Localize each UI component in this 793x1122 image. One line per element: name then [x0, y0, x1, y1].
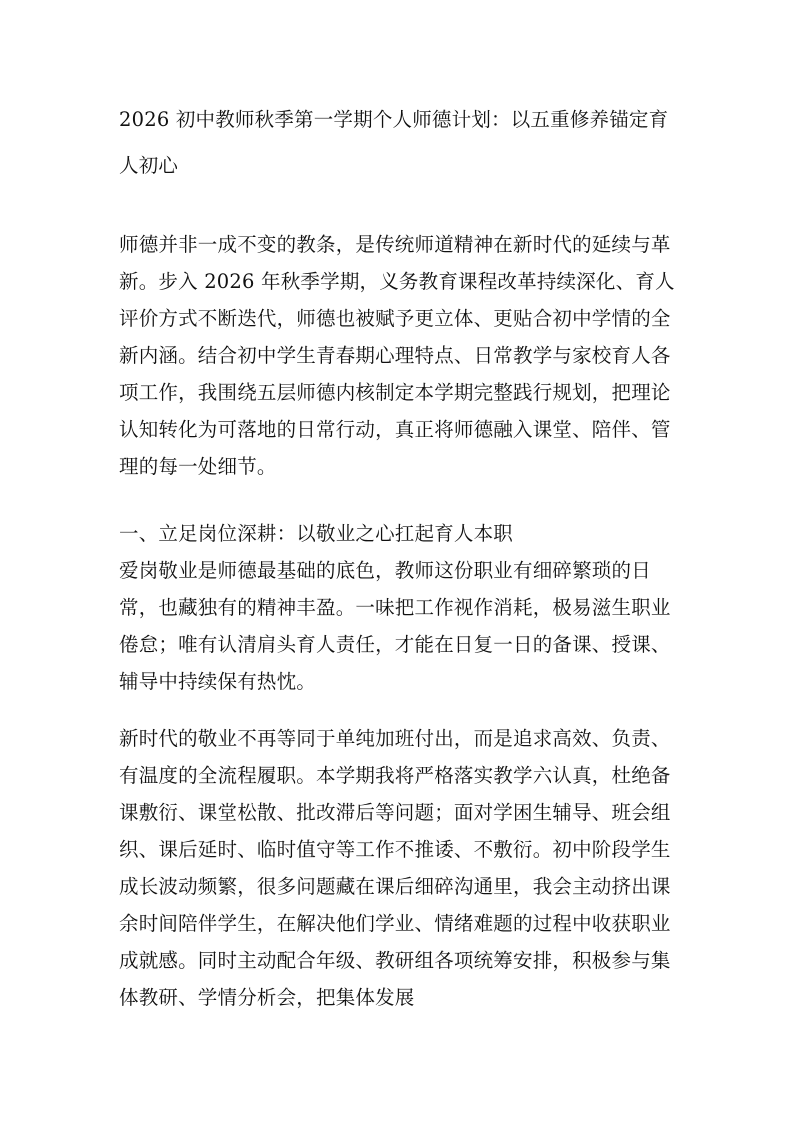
body-paragraph: 爱岗敬业是师德最基础的底色，教师这份职业有细碎繁琐的日常，也藏独有的精神丰盈。一味把工作视作消耗，极易滋生职业倦怠；唯有认清肩头育人责任，才能在日复一日的备课、授课、辅导中持续保有热忱。	[119, 559, 671, 693]
section-heading: 一、立足岗位深耕：以敬业之心扛起育人本职	[119, 522, 514, 545]
body-paragraph: 新时代的敬业不再等同于单纯加班付出，而是追求高效、负责、有温度的全流程履职。本学期我将严格落实教学六认真，杜绝备课敷衍、课堂松散、批改滞后等问题；面对学困生辅导、班会组织、课后延时、临时值守等工作不推诿、不敷衍。初中阶段学生成长波动频繁，很多问题藏在课后细碎沟通里，我会主动挤出课余时间陪伴学生，在解决他们学业、情绪难题的过程中收获职业成就感。同时主动配合年级、教研组各项统筹安排，积极参与集体教研、学情分析会，把集体发展	[119, 727, 671, 1009]
intro-paragraph: 师德并非一成不变的教条，是传统师道精神在新时代的延续与革新。步入 2026 年秋季学期，义务教育课程改革持续深化、育人评价方式不断迭代，师德也被赋予更立体、更贴合初中学情的全新内涵。结合初中学生青春期心理特点、日常教学与家校育人各项工作，我围绕五层师德内核制定本学期完整践行规划，把理论认知转化为可落地的日常行动，真正将师德融入课堂、陪伴、管理的每一处细节。	[119, 233, 675, 478]
document-title: 2026 初中教师秋季第一学期个人师德计划：以五重修养锚定育人初心	[119, 108, 669, 177]
